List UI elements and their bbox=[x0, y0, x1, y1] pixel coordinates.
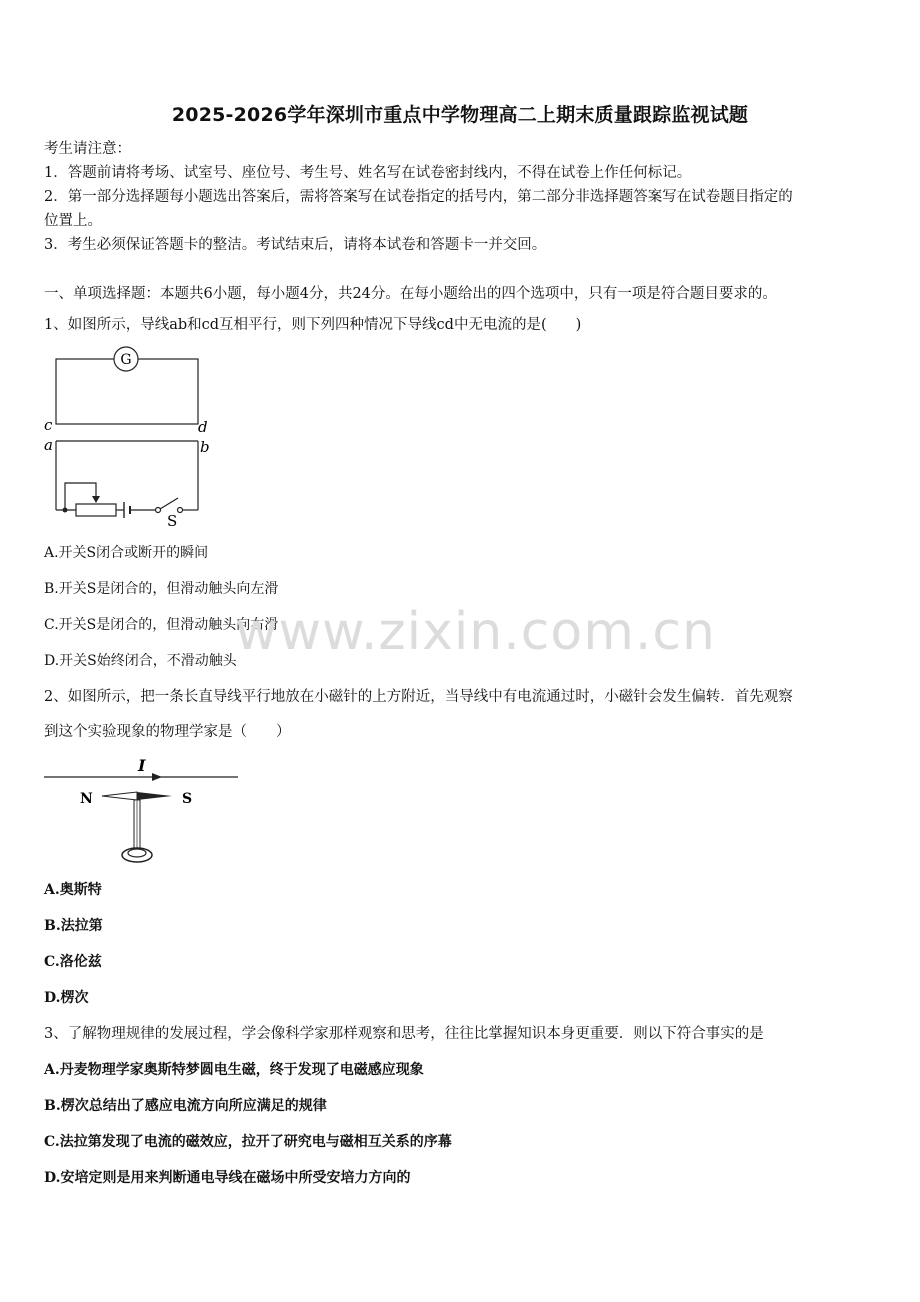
needle-south-half bbox=[137, 792, 172, 800]
switch-symbol bbox=[156, 508, 161, 513]
label-g: G bbox=[120, 352, 132, 368]
notice-item-1: 1．答题前请将考场、试室号、座位号、考生号、姓名写在试卷密封线内，不得在试卷上作任何标记。 bbox=[44, 165, 692, 181]
page-title: 2025-2026学年深圳市重点中学物理高二上期末质量跟踪监视试题 bbox=[171, 104, 749, 126]
question-3-option-d: D.安培定则是用来判断通电导线在磁场中所受安培力方向的 bbox=[44, 1170, 411, 1186]
question-3-option-c: C.法拉第发现了电流的磁效应，拉开了研究电与磁相互关系的序幕 bbox=[44, 1134, 452, 1150]
question-2-stem-line-2: 到这个实验现象的物理学家是（ ） bbox=[44, 724, 291, 740]
question-2-option-c: C.洛伦兹 bbox=[44, 954, 102, 970]
question-1-stem: 1、如图所示，导线ab和cd互相平行，则下列四种情况下导线cd中无电流的是( ) bbox=[44, 317, 582, 333]
question-1-option-c: C.开关S是闭合的，但滑动触头向右滑 bbox=[44, 617, 279, 633]
question-1-circuit-figure bbox=[38, 340, 218, 530]
watermark: www.zixin.com.cn bbox=[235, 602, 716, 662]
notice-item-2-cont: 位置上。 bbox=[44, 213, 102, 229]
label-b: b bbox=[200, 438, 210, 456]
label-north: N bbox=[80, 791, 93, 807]
notice-heading: 考生请注意： bbox=[44, 141, 131, 157]
question-1-option-d: D.开关S始终闭合，不滑动触头 bbox=[44, 653, 237, 669]
label-current: I bbox=[138, 756, 146, 775]
question-2-option-a: A.奥斯特 bbox=[44, 882, 102, 898]
compass-base bbox=[122, 848, 152, 862]
rheostat-symbol bbox=[76, 504, 116, 516]
question-2-option-b: B.法拉第 bbox=[44, 918, 103, 934]
question-2-stem-line-1: 2、如图所示，把一条长直导线平行地放在小磁针的上方附近，当导线中有电流通过时，小磁针会发生偏转．首先观察 bbox=[44, 689, 793, 705]
needle-north-half bbox=[102, 792, 137, 800]
notice-item-2: 2．第一部分选择题每小题选出答案后，需将答案写在试卷指定的括号内，第二部分非选择题答案写在试卷题目指定的 bbox=[44, 189, 793, 205]
question-2-option-d: D.楞次 bbox=[44, 990, 89, 1006]
question-3-option-a: A.丹麦物理学家奥斯特梦圆电生磁，终于发现了电磁感应现象 bbox=[44, 1062, 424, 1078]
notice-item-3: 3．考生必须保证答题卡的整洁。考试结束后，请将本试卷和答题卡一并交回。 bbox=[44, 237, 547, 253]
question-1-option-b: B.开关S是闭合的，但滑动触头向左滑 bbox=[44, 581, 279, 597]
label-s: S bbox=[167, 512, 178, 530]
label-c: c bbox=[44, 416, 53, 434]
label-south: S bbox=[182, 791, 193, 807]
question-1-option-a: A.开关S闭合或断开的瞬间 bbox=[44, 545, 209, 561]
question-3-option-b: B.楞次总结出了感应电流方向所应满足的规律 bbox=[44, 1098, 327, 1114]
label-a: a bbox=[44, 436, 53, 454]
question-3-stem: 3、了解物理规律的发展过程，学会像科学家那样观察和思考，往往比掌握知识本身更重要．则以下符合事实的是 bbox=[44, 1026, 764, 1042]
current-arrow bbox=[152, 773, 162, 781]
label-d: d bbox=[198, 418, 208, 436]
section-heading: 一、单项选择题：本题共6小题，每小题4分，共24分。在每小题给出的四个选项中，只有一项是符合题目要求的。 bbox=[44, 286, 777, 302]
question-2-compass-figure bbox=[40, 752, 245, 872]
